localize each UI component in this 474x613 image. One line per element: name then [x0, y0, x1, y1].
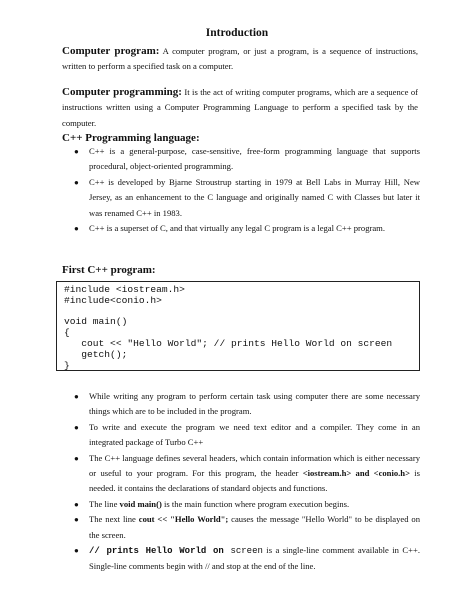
list-item: ● C++ is a superset of C, and that virtually any legal C program is a legal C++ program.: [62, 221, 420, 236]
bullet-icon: ●: [74, 422, 79, 432]
code-line: void main(): [64, 316, 128, 328]
bullet-icon: ●: [74, 499, 79, 509]
comment-code: // prints Hello World on: [89, 546, 224, 557]
code-term: void main(): [119, 498, 162, 509]
header-name: <conio.h>: [373, 468, 410, 479]
list-item: ● // prints Hello World on screen is a single-line comment available in C++. Single-line comments begin with // and stop at the end of the line.: [74, 545, 420, 572]
first-program-heading: First C++ program:: [62, 264, 156, 276]
code-block: [56, 281, 420, 371]
bullet-icon: ●: [74, 147, 79, 156]
bullet-icon: ●: [74, 224, 79, 234]
computer-program-term: Computer program:: [62, 45, 160, 57]
comment-code: screen: [223, 546, 263, 557]
list-item: ● C++ is developed by Bjarne Stroustrup starting in 1979 at Bell Labs in Murray Hill, New Jersey, as an enhancement to the C language and originally named C with Classes but later it was renamed C++ in 1983.: [74, 176, 420, 218]
computer-programming-term: Computer programming:: [62, 86, 182, 98]
program-notes-list: [62, 389, 420, 575]
list-item: ● To write and execute the program we need text editor and a compiler. They come in an integrated package of Turbo C++: [74, 421, 420, 448]
code-line: }: [64, 359, 70, 371]
computer-program-definition: A computer program, or just a program, is a sequence of instructions, written to perform a specified task on a computer.: [62, 46, 418, 72]
code-term: cout << "Hello World";: [138, 514, 229, 525]
list-item: ● C++ is a general-purpose, case-sensitive, free-form programming language that supports procedural, object-oriented programming.: [74, 146, 420, 172]
code-line: cout << "Hello World"; // prints Hello World on screen: [64, 337, 393, 349]
cpp-language-heading: C++ Programming language:: [62, 132, 200, 144]
list-item: ● While writing any program to perform certain task using computer there are some necessary things which are to be included in the program.: [74, 391, 420, 417]
computer-programming-paragraph: [62, 85, 418, 131]
code-line: getch();: [64, 348, 128, 360]
code-line: {: [64, 327, 70, 339]
list-item: ● The line void main() is the main function where program execution begins.: [62, 497, 420, 512]
header-name: <iostream.h>: [302, 468, 352, 479]
cpp-language-list: [62, 144, 420, 236]
code-line: #include<conio.h>: [64, 294, 162, 306]
list-item: ● The next line cout << "Hello World"; causes the message "Hello World" to be displayed on the screen.: [74, 514, 420, 540]
code-line: #include <iostream.h>: [64, 284, 185, 295]
bullet-icon: ●: [74, 515, 79, 525]
computer-program-paragraph: [62, 44, 418, 75]
bullet-icon: ●: [74, 177, 79, 187]
list-item: ● The C++ language defines several headers, which contain information which is either necessary or useful to your program. For this program, the header <iostream.h> and <conio.h> is needed. it contains the declarations of standard objects and functions.: [74, 452, 420, 494]
page-title: Introduction: [205, 27, 269, 39]
bullet-icon: ●: [74, 453, 79, 463]
bullet-icon: ●: [74, 392, 79, 401]
computer-programming-definition: It is the act of writing computer programs, which are a sequence of instructions written using a Computer Programming Language to perform a specified task by the computer.: [62, 87, 418, 128]
bullet-icon: ●: [74, 546, 79, 556]
